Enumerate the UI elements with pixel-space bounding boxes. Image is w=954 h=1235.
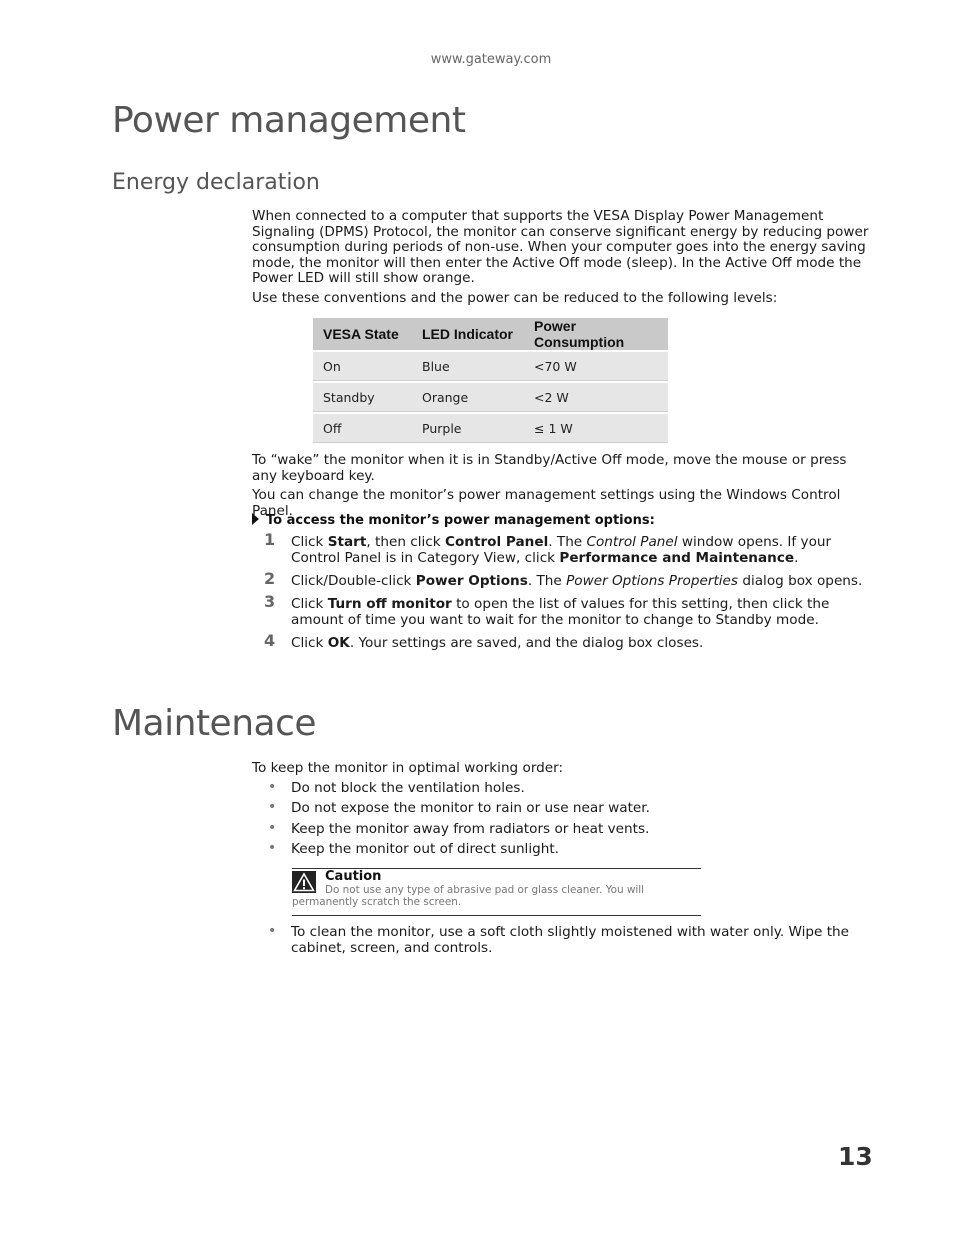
step-number: 2 (264, 569, 276, 588)
bullet-icon: • (268, 820, 277, 836)
table-row (313, 381, 668, 412)
table-header-row (313, 318, 668, 350)
step-text: Click OK. Your settings are saved, and the dialog box closes. (291, 635, 704, 651)
bullet-icon: • (268, 923, 277, 939)
bullet-icon: • (268, 799, 277, 815)
page-title-power-management: Power management (112, 100, 466, 141)
list-item-text: Do not block the ventilation holes. (291, 780, 525, 796)
step-text: Click/Double-click Power Options. The Power Options Properties dialog box opens. (291, 573, 863, 589)
table-row (313, 412, 668, 443)
table-header-cell: Power Consumption (534, 318, 625, 350)
step-number: 1 (264, 530, 276, 549)
header-url: www.gateway.com (430, 52, 552, 67)
table-cell: <2 W (534, 389, 569, 405)
table-cell: <70 W (534, 358, 577, 374)
list-item-text: Keep the monitor away from radiators or heat vents. (291, 821, 650, 837)
table-cell: ≤ 1 W (534, 420, 573, 436)
page-number: 13 (838, 1142, 873, 1171)
table-cell: On (323, 358, 341, 374)
step-number: 4 (264, 631, 276, 650)
table-cell: Orange (422, 389, 469, 405)
table-cell: Purple (422, 420, 462, 436)
section-heading-energy-declaration: Energy declaration (112, 170, 320, 195)
page-title-maintenance: Maintenace (112, 703, 317, 744)
step-text: Click Turn off monitor to open the list of values for this setting, then click the amount of time you want to wait for the monitor to change to Standby mode. (291, 596, 830, 628)
caution-box (292, 868, 701, 916)
table-cell: Blue (422, 358, 450, 374)
paragraph-wake: To “wake” the monitor when it is in Standby/Active Off mode, move the mouse or press any keyboard key. (252, 452, 847, 484)
triangle-right-icon (252, 513, 259, 525)
procedure-heading (252, 513, 655, 528)
list-item-text: To clean the monitor, use a soft cloth slightly moistened with water only. Wipe the cabinet, screen, and controls. (291, 924, 850, 956)
table-cell: Off (323, 420, 342, 436)
table-header-cell: LED Indicator (422, 326, 514, 342)
caution-title: Caution (325, 869, 382, 884)
paragraph-dpms: When connected to a computer that supports the VESA Display Power Management Signaling (DPMS) Protocol, the monitor can conserve significant energy by reducing power consumption during periods of non-use. When your computer goes into the energy saving mode, the monitor will then enter the Active Off mode (sleep). In the Active Off mode the Power LED will still show orange. (252, 208, 869, 287)
caution-text: Do not use any type of abrasive pad or glass cleaner. You will permanently scratch the screen. (292, 884, 645, 908)
procedure-title: To access the monitor’s power management options: (266, 513, 655, 528)
paragraph-control-panel: You can change the monitor’s power management settings using the Windows Control Panel. (252, 487, 841, 519)
bullet-icon: • (268, 840, 277, 856)
step-text: Click Start, then click Control Panel. The Control Panel window opens. If your Control Panel is in Category View, click Performance and Maintenance. (291, 534, 832, 566)
power-table (313, 318, 668, 443)
list-item-text: Do not expose the monitor to rain or use near water. (291, 800, 650, 816)
table-row (313, 350, 668, 381)
paragraph-conventions: Use these conventions and the power can be reduced to the following levels: (252, 290, 778, 306)
bullet-icon: • (268, 779, 277, 795)
table-cell: Standby (323, 389, 375, 405)
table-header-cell: VESA State (323, 326, 399, 342)
list-item-text: Keep the monitor out of direct sunlight. (291, 841, 560, 857)
paragraph-maintenance-intro: To keep the monitor in optimal working order: (252, 760, 564, 776)
step-number: 3 (264, 592, 276, 611)
